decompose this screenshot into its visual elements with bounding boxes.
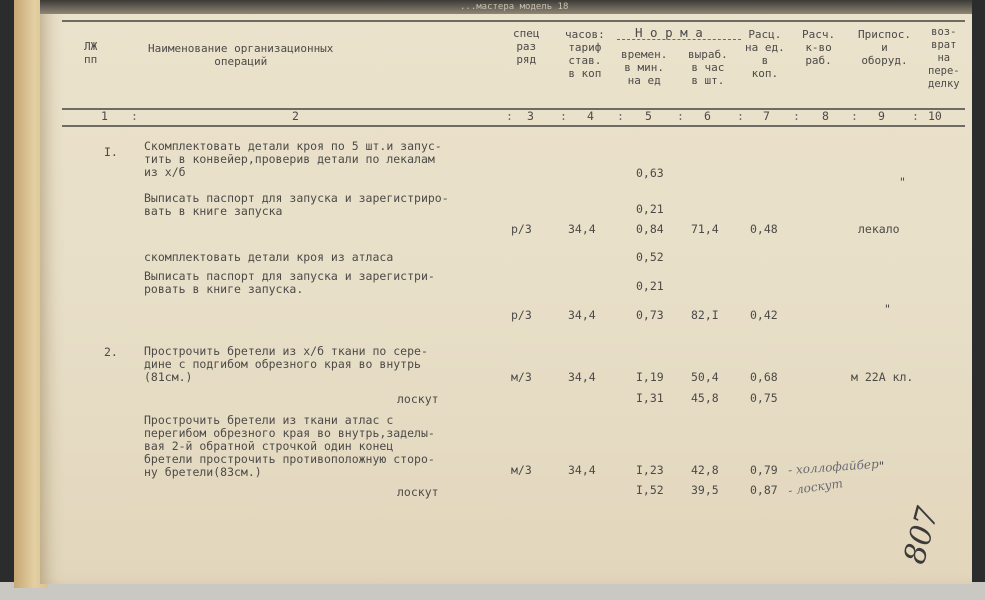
row-time: 0,21 bbox=[636, 202, 664, 216]
row-rate: 0,87 bbox=[750, 483, 778, 497]
row-razryad: м/3 bbox=[511, 463, 532, 477]
colnum-separators: : bbox=[851, 109, 858, 123]
row-output: 45,8 bbox=[691, 391, 719, 405]
row-tarif: 34,4 bbox=[568, 222, 596, 236]
row-operation: лоскут bbox=[397, 392, 439, 406]
row-operation: лоскут bbox=[397, 485, 439, 499]
colnum-separators: : bbox=[506, 109, 513, 123]
row-rate: 0,75 bbox=[750, 391, 778, 405]
row-rate: 0,79 bbox=[750, 463, 778, 477]
header-top-rule bbox=[62, 20, 965, 22]
header-bottom-rule bbox=[62, 108, 965, 110]
row-equipment: " bbox=[899, 175, 906, 189]
colnum-4: 4 bbox=[587, 109, 594, 123]
row-tarif: 34,4 bbox=[568, 370, 596, 384]
header-vyrab: выраб. в час в шт. bbox=[688, 48, 728, 87]
handwritten-note: - холлофайбер bbox=[787, 456, 880, 478]
colnum-3: 3 bbox=[527, 109, 534, 123]
handwritten-note: - лоскут bbox=[787, 476, 844, 498]
colnum-8: 8 bbox=[822, 109, 829, 123]
row-output: 82,I bbox=[691, 308, 719, 322]
row-num: 2. bbox=[104, 345, 118, 359]
colnum-separators: : bbox=[131, 109, 138, 123]
header-vozvrat: воз- врат на пере- делку bbox=[928, 26, 960, 90]
row-equipment: лекало bbox=[858, 222, 900, 236]
row-time: I,31 bbox=[636, 391, 664, 405]
scan-bottom-strip bbox=[0, 582, 985, 600]
row-equipment: м 22А кл. bbox=[851, 370, 914, 384]
row-time: I,19 bbox=[636, 370, 664, 384]
row-time: 0,84 bbox=[636, 222, 664, 236]
colnum-10: 10 bbox=[928, 109, 942, 123]
row-tarif: 34,4 bbox=[568, 463, 596, 477]
colnum-1: 1 bbox=[101, 109, 108, 123]
row-time: 0,21 bbox=[636, 279, 664, 293]
header-operation: Наименование организационных операций bbox=[148, 42, 334, 68]
colnum-separators: : bbox=[737, 109, 744, 123]
top-note: ...мастера модель 18 bbox=[460, 2, 569, 12]
row-output: 42,8 bbox=[691, 463, 719, 477]
row-time: I,23 bbox=[636, 463, 664, 477]
header-rasc: Расц. на ед. в коп. bbox=[745, 28, 785, 80]
colnum-separators: : bbox=[912, 109, 919, 123]
row-tarif: 34,4 bbox=[568, 308, 596, 322]
row-output: 71,4 bbox=[691, 222, 719, 236]
row-time: I,52 bbox=[636, 483, 664, 497]
colnum-5: 5 bbox=[645, 109, 652, 123]
row-operation: скомплектовать детали кроя из атласа bbox=[144, 250, 394, 264]
colnum-7: 7 bbox=[763, 109, 770, 123]
colnum-bottom-rule bbox=[62, 125, 965, 127]
row-operation: Выписать паспорт для запуска и зарегистриро- вать в книге запуска bbox=[144, 191, 449, 218]
row-time: 0,52 bbox=[636, 250, 664, 264]
row-equipment: " bbox=[878, 459, 885, 473]
row-equipment: " bbox=[884, 302, 891, 316]
header-time: времен. в мин. на ед bbox=[621, 48, 668, 87]
row-razryad: м/3 bbox=[511, 370, 532, 384]
row-operation: Прострочить бретели из х/б ткани по сере- дине с подгибом обрезного края во внутрь (81см.) bbox=[144, 344, 428, 384]
header-rab: Расч. к-во раб. bbox=[802, 28, 836, 67]
row-rate: 0,68 bbox=[750, 370, 778, 384]
colnum-6: 6 bbox=[704, 109, 711, 123]
row-operation: Прострочить бретели из ткани атлас с перегибом обрезного края во внутрь,заделы- вая 2-й обратной строчкой один конец бретели прострочить противоположную сторо- ну бретели(83см.) bbox=[144, 413, 435, 479]
row-razryad: р/3 bbox=[511, 222, 532, 236]
page-number: 807 bbox=[897, 503, 946, 568]
row-operation: Выписать паспорт для запуска и зарегистри- ровать в книге запуска. bbox=[144, 269, 435, 296]
row-razryad: р/3 bbox=[511, 308, 532, 322]
row-time: 0,63 bbox=[636, 166, 664, 180]
header-razryad: спец раз ряд bbox=[513, 27, 540, 66]
header-norma: Н о р м а bbox=[635, 25, 703, 40]
header-num: ЛЖ пп bbox=[84, 40, 98, 66]
row-rate: 0,42 bbox=[750, 308, 778, 322]
header-tarif: часов: тариф став. в коп bbox=[565, 28, 605, 80]
row-output: 50,4 bbox=[691, 370, 719, 384]
row-rate: 0,48 bbox=[750, 222, 778, 236]
colnum-separators: : bbox=[677, 109, 684, 123]
row-num: I. bbox=[104, 145, 118, 159]
colnum-9: 9 bbox=[878, 109, 885, 123]
header-prisp: Приспос. и оборуд. bbox=[858, 28, 911, 67]
row-time: 0,73 bbox=[636, 308, 664, 322]
row-operation: Скомплектовать детали кроя по 5 шт.и запус- тить в конвейер,проверив детали по лекалам из х/б bbox=[144, 139, 442, 179]
row-output: 39,5 bbox=[691, 483, 719, 497]
colnum-separators: : bbox=[617, 109, 624, 123]
colnum-2: 2 bbox=[292, 109, 299, 123]
colnum-separators: : bbox=[560, 109, 567, 123]
colnum-separators: : bbox=[793, 109, 800, 123]
